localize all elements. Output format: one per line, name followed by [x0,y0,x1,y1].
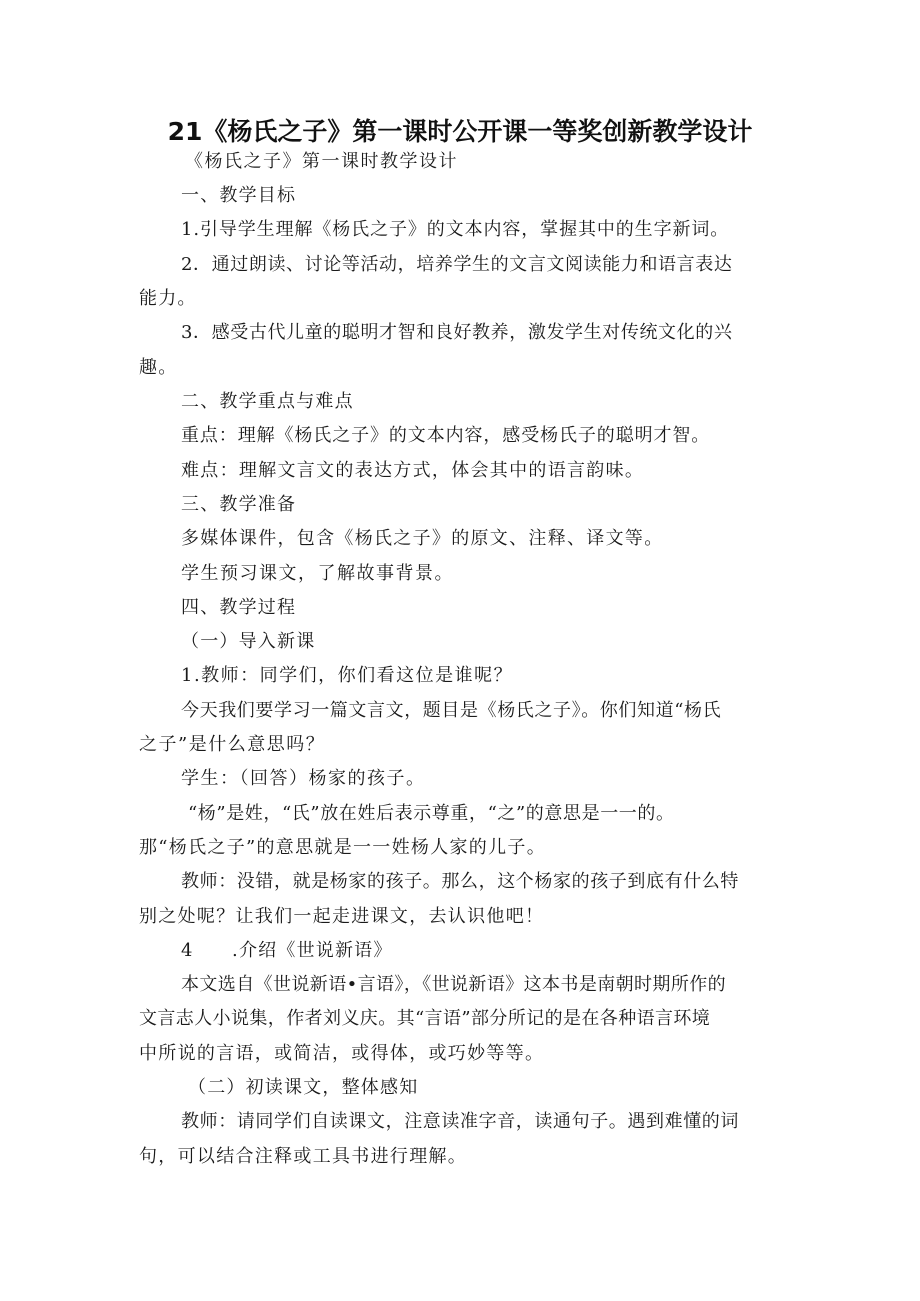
paragraph-line: 3．感受古代儿童的聪明才智和良好教养，激发学生对传统文化的兴 [181,322,733,343]
paragraph-line: 趣。 [139,357,178,378]
section-heading: 四、教学过程 [181,597,297,618]
paragraph-line: 别之处呢？让我们一起走进课文，去认识他吧！ [139,906,545,927]
subsection-heading: （二）初读课文，整体感知 [188,1077,419,1098]
paragraph-line: 重点：理解《杨氏之子》的文本内容，感受杨氏子的聪明才智。 [181,425,711,446]
paragraph-line: 2．通过朗读、讨论等活动，培养学生的文言文阅读能力和语言表达 [181,254,733,275]
section-heading: 三、教学准备 [181,494,297,515]
paragraph-line: 教师：没错，就是杨家的孩子。那么，这个杨家的孩子到底有什么特 [181,871,739,892]
paragraph-line: 能力。 [139,288,197,309]
paragraph-line: 1.引导学生理解《杨氏之子》的文本内容，掌握其中的生字新词。 [181,219,730,240]
paragraph-line: 中所说的言语，或简洁，或得体，或巧妙等等。 [139,1043,545,1064]
paragraph-line: 句，可以结合注释或工具书进行理解。 [139,1146,468,1167]
subsection-heading: 4 .介绍《世说新语》 [181,940,393,961]
subsection-heading: （一）导入新课 [181,631,316,652]
paragraph-line: 难点：理解文言文的表达方式，体会其中的语言韵味。 [181,460,645,481]
paragraph-line: 今天我们要学习一篇文言文，题目是《杨氏之子》。你们知道“杨氏 [181,700,722,721]
paragraph-line: 教师：请同学们自读课文，注意读准字音，读通句子。遇到难懂的词 [181,1111,739,1132]
subtitle-line: 《杨氏之子》第一课时教学设计 [185,151,458,172]
paragraph-line: 学生：（回答）杨家的孩子。 [181,768,426,789]
paragraph-line: 文言志人小说集，作者刘义庆。其“言语”部分所记的是在各种语言环境 [139,1008,711,1029]
paragraph-line: 多媒体课件，包含《杨氏之子》的原文、注释、译文等。 [181,528,664,549]
paragraph-line: 本文选自《世说新语•言语》，《世说新语》这本书是南朝时期所作的 [181,974,727,995]
paragraph-line: 1.教师：同学们，你们看这位是谁呢？ [181,665,514,686]
section-heading: 二、教学重点与难点 [181,391,354,412]
document-title: 21《杨氏之子》第一课时公开课一等奖创新教学设计 [167,117,753,146]
paragraph-line: 之子”是什么意思吗？ [139,734,326,755]
paragraph-line: 学生预习课文，了解故事背景。 [181,563,454,584]
paragraph-line: 那“杨氏之子”的意思就是一一姓杨人家的儿子。 [139,837,547,858]
paragraph-line: “杨”是姓，“氏”放在姓后表示尊重，“之”的意思是一一的。 [188,803,675,824]
section-heading: 一、教学目标 [181,185,297,206]
